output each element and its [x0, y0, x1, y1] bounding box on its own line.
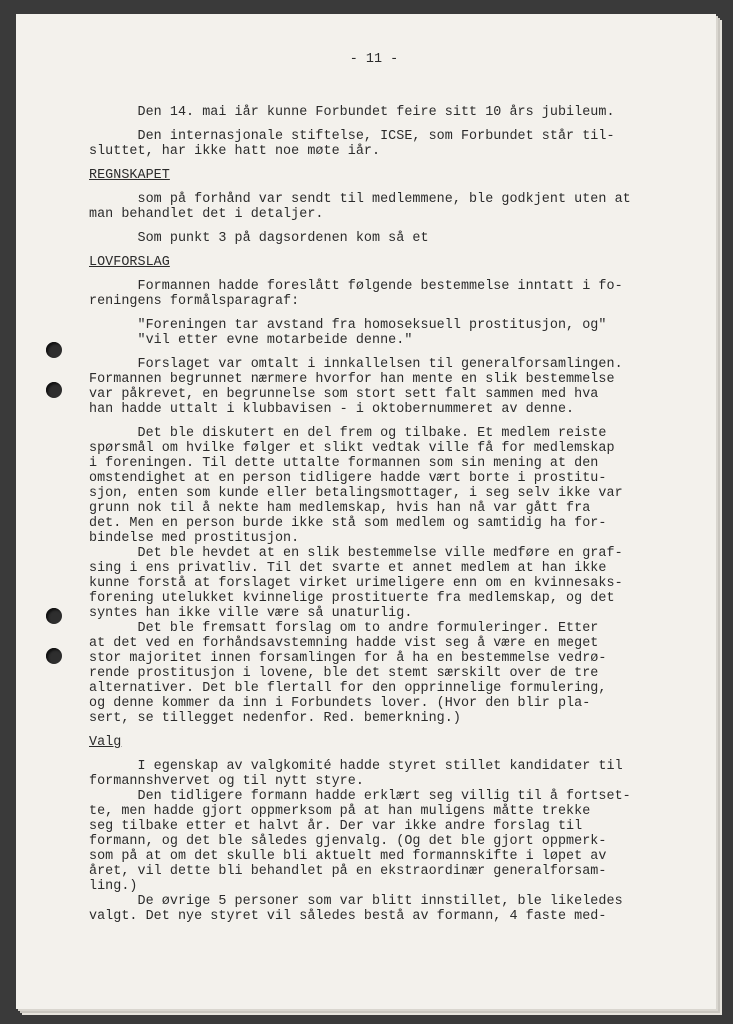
text-line: syntes han ikke ville være så unaturlig. — [89, 606, 413, 621]
text-line: formannshvervet og til nytt styre. — [89, 774, 364, 789]
text-line: som på at om det skulle bli aktuelt med formannskifte i løpet av — [89, 849, 607, 864]
text-line: spørsmål om hvilke følger et slikt vedtak ville få for medlemskap — [89, 441, 615, 456]
text-line: som på forhånd var sendt til medlemmene, ble godkjent uten at — [89, 192, 631, 207]
text-line: I egenskap av valgkomité hadde styret stillet kandidater til — [89, 759, 623, 774]
text-line: omstendighet at en person tidligere hadde vært borte i prostitu- — [89, 471, 607, 486]
punch-hole — [46, 648, 62, 664]
text-line: kunne forstå at forslaget virket urimeligere enn om en kvinnesaks- — [89, 576, 623, 591]
text-line: sluttet, har ikke hatt noe møte iår. — [89, 144, 381, 159]
text-line: og denne kommer da inn i Forbundets lover. (Hvor den blir pla- — [89, 696, 591, 711]
section-heading-regnskapet: REGNSKAPET — [89, 168, 170, 183]
text-line: man behandlet det i detaljer. — [89, 207, 324, 222]
text-line: te, men hadde gjort oppmerksom på at han muligens måtte trekke — [89, 804, 591, 819]
text-line: sing i ens privatliv. Til det svarte et annet medlem at han ikke — [89, 561, 607, 576]
text-line: at det ved en forhåndsavstemning hadde vist seg å være en meget — [89, 636, 599, 651]
text-line: Den 14. mai iår kunne Forbundet feire sitt 10 års jubileum. — [89, 105, 615, 120]
text-line: Det ble hevdet at en slik bestemmelse ville medføre en graf- — [89, 546, 623, 561]
text-line: forening utelukket kvinnelige prostituerte fra medlemskap, og det — [89, 591, 615, 606]
text-line: alternativer. Det ble flertall for den opprinnelige formulering, — [89, 681, 607, 696]
text-line: det. Men en person burde ikke stå som medlem og samtidig ha for- — [89, 516, 607, 531]
text-line: formann, og det ble således gjenvalg. (Og det ble gjort oppmerk- — [89, 834, 607, 849]
text-line: valgt. Det nye styret vil således bestå av formann, 4 faste med- — [89, 909, 607, 924]
text-line: reningens formålsparagraf: — [89, 294, 300, 309]
text-line: var påkrevet, en begrunnelse som stort sett falt sammen med hva — [89, 387, 599, 402]
text-line: rende prostitusjon i lovene, ble det stemt særskilt over de tre — [89, 666, 599, 681]
paragraph — [89, 129, 659, 159]
paragraph — [89, 192, 659, 222]
punch-hole — [46, 608, 62, 624]
text-line: i foreningen. Til dette uttalte formannen som sin mening at den — [89, 456, 599, 471]
section-heading-lovforslag: LOVFORSLAG — [89, 255, 170, 270]
text-line: Den tidligere formann hadde erklært seg villig til å fortset- — [89, 789, 631, 804]
text-line: sjon, enten som kunde eller betalingsmottager, i seg selv ikke var — [89, 486, 623, 501]
text-line: grunn nok til å nekte ham medlemskap, hvis han nå var gått fra — [89, 501, 591, 516]
section-heading-valg: Valg — [89, 735, 122, 750]
text-line: Som punkt 3 på dagsordenen kom så et — [89, 231, 429, 246]
paragraph — [89, 279, 659, 309]
text-line: Forslaget var omtalt i innkallelsen til generalforsamlingen. — [89, 357, 623, 372]
punch-hole — [46, 342, 62, 358]
paragraph — [89, 357, 659, 417]
quoted-proposal — [89, 318, 659, 348]
text-line: ling.) — [89, 879, 138, 894]
paragraph — [89, 231, 659, 246]
text-line: året, vil dette bli behandlet på en ekstraordinær generalforsam- — [89, 864, 607, 879]
page-number: - 11 - — [349, 52, 399, 67]
text-line: "vil etter evne motarbeide denne." — [89, 333, 413, 348]
text-line: sert, se tillegget nedenfor. Red. bemerkning.) — [89, 711, 461, 726]
paragraph — [89, 426, 659, 726]
text-line: Den internasjonale stiftelse, ICSE, som Forbundet står til- — [89, 129, 615, 144]
text-line: Det ble fremsatt forslag om to andre formuleringer. Etter — [89, 621, 599, 636]
text-line: seg tilbake etter et halvt år. Der var ikke andre forslag til — [89, 819, 583, 834]
text-line: bindelse med prostitusjon. — [89, 531, 300, 546]
text-line: han hadde uttalt i klubbavisen - i oktobernummeret av denne. — [89, 402, 575, 417]
text-line: stor majoritet innen forsamlingen for å ha en bestemmelse vedrø- — [89, 651, 607, 666]
paragraph — [89, 759, 659, 924]
text-line: De øvrige 5 personer som var blitt innstillet, ble likeledes — [89, 894, 623, 909]
text-line: "Foreningen tar avstand fra homoseksuell prostitusjon, og" — [89, 318, 607, 333]
paragraph — [89, 105, 659, 120]
punch-hole — [46, 382, 62, 398]
text-line: Formannen begrunnet nærmere hvorfor han mente en slik bestemmelse — [89, 372, 615, 387]
text-line: Formannen hadde foreslått følgende bestemmelse inntatt i fo- — [89, 279, 623, 294]
text-line: Det ble diskutert en del frem og tilbake. Et medlem reiste — [89, 426, 607, 441]
document-text — [89, 52, 659, 924]
